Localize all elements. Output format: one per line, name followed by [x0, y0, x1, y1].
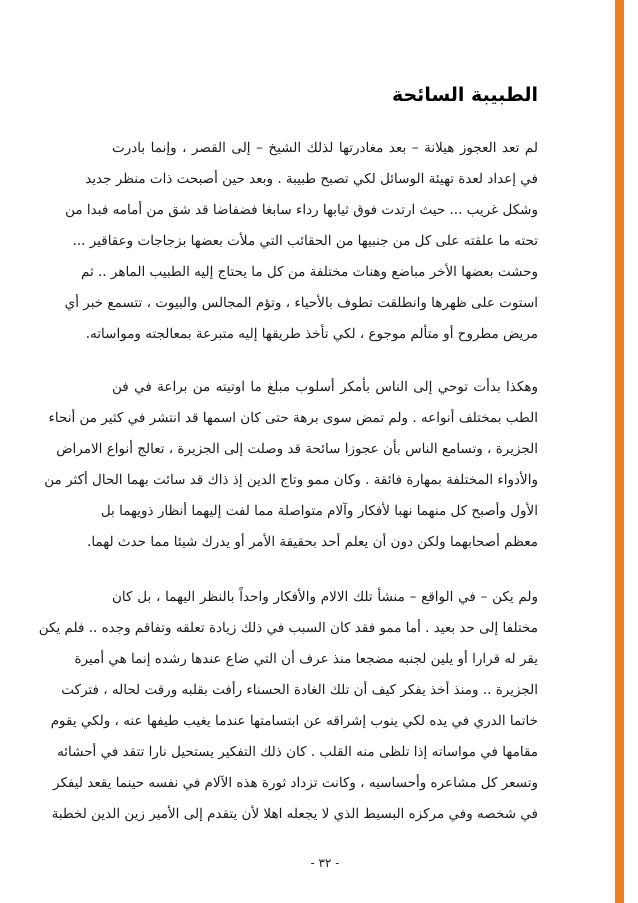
text-line: الجزيرة ، وتسامع الناس بأن عجوزا سائحة قد وصلت إلى الجزيرة ، تعالج أنواع الامراض	[56, 441, 538, 457]
text-line: الأول وأصبح كل منهما نهبا لأفكار وآلام متواصلة مما لفت إليهما أنظار ذويهما بل	[100, 503, 538, 519]
text-line: تحته ما علقته على كل من جنبيها من الحقائب التي ملأت بعضها بزجاجات وعقاقير ...	[72, 233, 538, 249]
text-line: خاتما الدري في يده لكي ينوب إشراقه عن ابتسامتها عندما يغيب طيفها عنه ، ولكي يقوم	[50, 713, 538, 729]
text-line: يقر له قرارا أو يلين لجنبه مضجعا منذ عرف أن التي ضاع عندها رشده إنما هي أميرة	[74, 651, 538, 667]
text-line: وحشت بعضها الأخر مباضع وهنات مختلفة من كل ما يحتاج إليه الطبيب الماهر .. ثم	[80, 264, 538, 280]
text-line: استوت على ظهرها وانطلقت تطوف بالأحياء ، وتؤم المجالس والبيوت ، تتسمع خبر أي	[64, 295, 538, 311]
page-edge-accent-bar	[615, 0, 624, 903]
text-line: في إعداد لعدة تهيئة الوسائل لكي تصبح طبيبة . وبعد حين أصبحت ذات منظر جديد	[85, 171, 538, 187]
chapter-heading: الطبيبة السائحة	[391, 84, 538, 106]
page-number: - ٣٢ -	[310, 856, 340, 870]
text-line: الجزيرة .. ومنذ أخذ يفكر كيف أن تلك الغادة الحسناء رأفت بقلبه ورقت لحاله ، فتركت	[61, 682, 538, 698]
text-line: مريض مطروح أو متألم موجوع ، لكي تأخذ طريقها إليه متبرعة بمعالجته ومواساته.	[85, 326, 538, 342]
text-line: الطب بمختلف أنواعه . ولم تمض سوى برهة حتى كان اسمها قد انتشر في كثير من أنحاء	[48, 410, 538, 426]
book-page	[38, 0, 538, 903]
text-line: ولم يكن – في الواقع – منشأ تلك الالام والأفكار واحداً بالنظر اليهما ، بل كان	[112, 589, 538, 605]
text-line: وتسعر كل مشاعره وأحساسيه ، وكانت تزداد ثورة هذه الآلام في نفسه حينما يقعد ليفكر	[53, 775, 538, 791]
paragraph-2	[44, 372, 538, 558]
text-line: والأدواء المختلفة بمهارة فائقة . وكان ممو وتاج الدين إذ ذاك قد سائت بهما الحال أكثر من	[44, 472, 538, 488]
text-line: مختلفا إلى حد بعيد . أما ممو فقد كان السبب في ذلك زيادة تعلقه وتفاقم وجده .. فلم يكن	[38, 620, 538, 636]
text-line: وشكل غريب ... حيث ارتدت فوق ثيابها رداء سابغا فضفاضا قد شق من أمامه فبدا من	[65, 202, 538, 218]
paragraph-1	[64, 133, 538, 350]
text-line: وهكذا بدأت توحي إلى الناس بأمكر أسلوب مبلغ ما اوتيته من براعة في فن	[112, 379, 538, 395]
text-line: مقامها في مواساته إذا تلظى منه القلب . كان ذلك التفكير يستحيل نارا تتقد في أحشائه	[57, 744, 538, 760]
text-line: في شخصه وفي مركزه البسيط الذي لا يجعله اهلا لأن يتقدم إلى الأمير زين الدين لخطبة	[51, 806, 538, 822]
text-line: معظم أصحابهما ولكن دون أن يعلم أحد بحقيقة الأمر أو يدرك شيئا مما حدث لهما.	[87, 534, 538, 550]
paragraph-3	[38, 582, 538, 830]
text-line: لم تعد العجوز هيلانة – بعد مغادرتها لذلك الشيخ – إلى القصر ، وإنما بادرت	[112, 140, 538, 156]
